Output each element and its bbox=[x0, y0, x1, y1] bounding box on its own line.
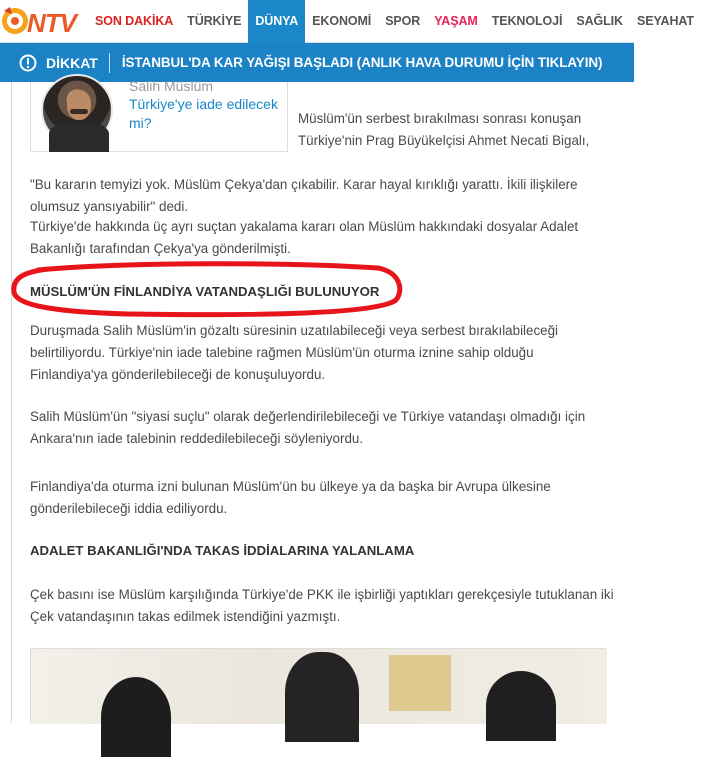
breaking-alert-bar[interactable] bbox=[0, 43, 634, 82]
nav-item-seyahat[interactable]: SEYAHAT bbox=[636, 14, 694, 28]
paragraph-ambassador-quote: "Bu kararın temyizi yok. Müslüm Çekya'dan çıkabilir. Karar hayal kırıklığı yarattı. İkili ilişkilere olumsuz yansıyabilir" dedi. bbox=[30, 177, 578, 214]
article-photo[interactable] bbox=[30, 648, 606, 723]
nav-item-dunya[interactable]: DÜNYA bbox=[248, 0, 305, 43]
nav-item-son-dakika[interactable]: SON DAKİKA bbox=[95, 14, 174, 28]
nav-item-yasam[interactable]: YAŞAM bbox=[434, 14, 478, 28]
related-news-title-top[interactable]: Salih Müslüm bbox=[129, 78, 214, 94]
related-news-title[interactable]: Türkiye'ye iade edilecek mi? bbox=[129, 96, 278, 131]
alert-link-text[interactable]: İSTANBUL'DA KAR YAĞIŞI BAŞLADI (ANLIK HAVA DURUMU İÇİN TIKLAYIN) bbox=[121, 55, 603, 70]
nav-item-ekonomi[interactable]: EKONOMİ bbox=[312, 14, 372, 28]
related-news-thumbnail[interactable] bbox=[41, 74, 113, 146]
nav-item-saglik[interactable]: SAĞLIK bbox=[576, 14, 623, 28]
nav-item-teknoloji[interactable]: TEKNOLOJİ bbox=[491, 14, 563, 28]
paragraph-residence-permit: Finlandiya'da oturma izni bulunan Müslüm'ün bu ülkeye ya da başka bir Avrupa ülkesine gönderilebileceği iddia ediliyordu. bbox=[30, 479, 551, 516]
article-body bbox=[0, 78, 634, 723]
top-navigation bbox=[0, 0, 694, 43]
ntv-logo[interactable] bbox=[0, 5, 86, 38]
paragraph-hearing: Duruşmada Salih Müslüm'in gözaltı süresinin uzatılabileceği veya serbest bırakılabileceği belirtiliyordu. Türkiye'nin iade talebine rağmen Müslüm'ün oturma iznine sahip olduğu Finlandiya'ya gönderilebileceği de konuşuluyordu. bbox=[30, 323, 559, 382]
related-news-card[interactable] bbox=[30, 78, 288, 152]
nav-item-turkiye[interactable]: TÜRKİYE bbox=[187, 14, 242, 28]
section-heading-finland-citizenship: MÜSLÜM'ÜN FİNLANDİYA VATANDAŞLIĞI BULUNUYOR bbox=[30, 284, 380, 299]
left-column-divider bbox=[0, 82, 12, 723]
section-heading-exchange-denial: ADALET BAKANLIĞI'NDA TAKAS İDDİALARINA YALANLAMA bbox=[30, 543, 415, 558]
nav-item-spor[interactable]: SPOR bbox=[385, 14, 421, 28]
alert-divider bbox=[109, 53, 110, 73]
nav-menu bbox=[88, 0, 701, 43]
paragraph-political-refugee: Salih Müslüm'ün "siyasi suçlu" olarak değerlendirilebileceği ve Türkiye vatandaşı olmadığı için Ankara'nın iade talebinin reddedilebileceği söyleniyordu. bbox=[30, 409, 586, 446]
paragraph-warrants: Türkiye'de hakkında üç ayrı suçtan yakalama kararı olan Müslüm hakkındaki dosyalar Adalet Bakanlığı tarafından Çekya'ya gönderilmişti. bbox=[30, 219, 579, 256]
paragraph-czech-press: Çek basını ise Müslüm karşılığında Türkiye'de PKK ile işbirliği yaptıkları gerekçesiyle tutuklanan iki Çek vatandaşının takas edilmek istendiğini yazmıştı. bbox=[30, 587, 614, 624]
exclamation-circle-icon bbox=[19, 54, 37, 72]
logo-text: NTV bbox=[27, 8, 76, 38]
alert-label: DİKKAT bbox=[46, 54, 98, 71]
paragraph-ambassador-statement: Müslüm'ün serbest bırakılması sonrası konuşan Türkiye'nin Prag Büyükelçisi Ahmet Necati Bigalı, bbox=[298, 111, 590, 148]
